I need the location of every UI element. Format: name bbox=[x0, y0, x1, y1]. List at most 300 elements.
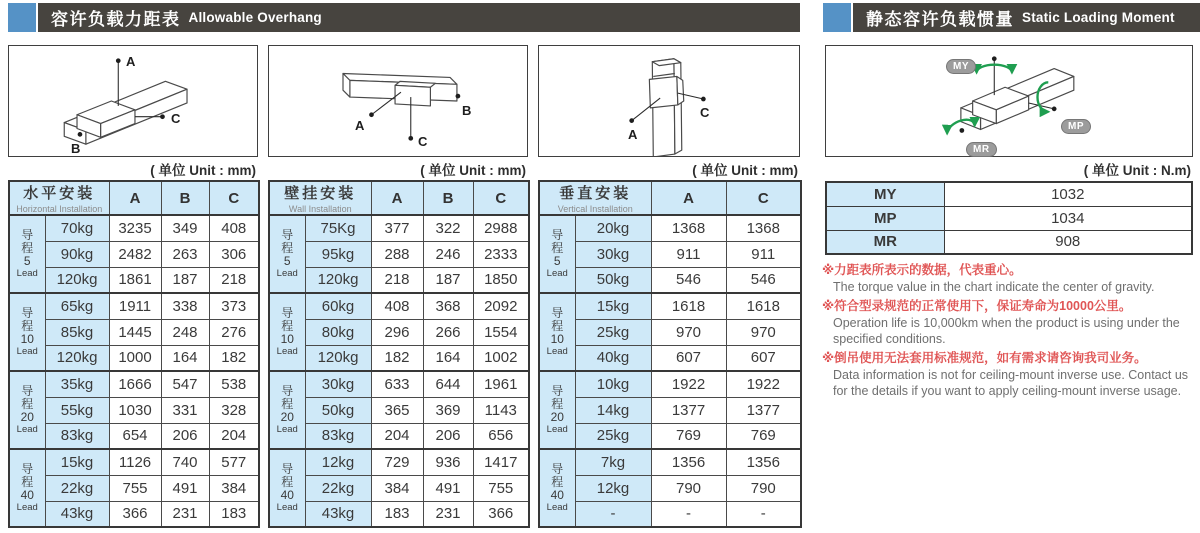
point-c-label: C bbox=[700, 105, 710, 120]
moment-row bbox=[826, 182, 1192, 206]
point-b-label: B bbox=[71, 141, 81, 156]
table-row bbox=[269, 449, 529, 475]
table-row bbox=[269, 345, 529, 371]
value-cell: 1618 bbox=[726, 293, 801, 319]
value-cell: 187 bbox=[161, 267, 209, 293]
lead-zh-char: 导 bbox=[281, 461, 294, 476]
footnotes bbox=[822, 261, 1200, 401]
value-cell: 790 bbox=[726, 475, 801, 501]
lead-cell bbox=[539, 371, 575, 449]
value-cell: 218 bbox=[209, 267, 259, 293]
value-cell: 1618 bbox=[651, 293, 726, 319]
table-row bbox=[269, 319, 529, 345]
table-body bbox=[269, 215, 529, 527]
lead-en: Lead bbox=[546, 423, 568, 435]
value-cell: 491 bbox=[161, 475, 209, 501]
value-cell: 2092 bbox=[473, 293, 529, 319]
value-cell: 911 bbox=[726, 241, 801, 267]
lead-zh-char: 程 bbox=[281, 318, 294, 333]
weight-cell: 14kg bbox=[575, 397, 651, 423]
moment-label-mr: MR bbox=[826, 230, 944, 254]
weight-cell: 12kg bbox=[305, 449, 371, 475]
lead-cell bbox=[9, 371, 45, 449]
value-cell: 1666 bbox=[109, 371, 161, 397]
value-cell: 365 bbox=[371, 397, 423, 423]
horizontal-installation-table bbox=[8, 180, 260, 528]
weight-cell: 7kg bbox=[575, 449, 651, 475]
value-cell: 729 bbox=[371, 449, 423, 475]
table-row bbox=[269, 423, 529, 449]
table-row bbox=[269, 501, 529, 527]
value-cell: 755 bbox=[473, 475, 529, 501]
column-header-c: C bbox=[473, 181, 529, 215]
value-cell: 740 bbox=[161, 449, 209, 475]
lead-zh-char: 导 bbox=[551, 227, 564, 242]
table-row bbox=[9, 215, 259, 241]
table-row bbox=[269, 215, 529, 241]
value-cell: 187 bbox=[423, 267, 473, 293]
weight-cell: 30kg bbox=[305, 371, 371, 397]
lead-zh-char: 导 bbox=[21, 461, 34, 476]
lead-cell bbox=[269, 449, 305, 527]
moment-row bbox=[826, 206, 1192, 230]
lead-zh-char: 程 bbox=[551, 474, 564, 489]
value-cell: 607 bbox=[651, 345, 726, 371]
column-header-a: A bbox=[651, 181, 726, 215]
lead-number: 5 bbox=[23, 254, 31, 269]
value-cell: 633 bbox=[371, 371, 423, 397]
table-row bbox=[9, 241, 259, 267]
mp-axis-label: MP bbox=[1061, 119, 1091, 134]
value-cell: 204 bbox=[371, 423, 423, 449]
lead-cell bbox=[9, 449, 45, 527]
table-row bbox=[539, 423, 801, 449]
section-header-overhang bbox=[38, 3, 800, 32]
moment-value: 1032 bbox=[944, 182, 1192, 206]
header-row bbox=[9, 181, 259, 215]
section-title-en: Static Loading Moment bbox=[1022, 10, 1175, 25]
value-cell: 911 bbox=[651, 241, 726, 267]
installation-title-zh: 水平安装 bbox=[23, 185, 96, 202]
lead-zh-char: 程 bbox=[281, 474, 294, 489]
lead-en: Lead bbox=[276, 345, 298, 357]
moment-value: 1034 bbox=[944, 206, 1192, 230]
weight-cell: 120kg bbox=[305, 345, 371, 371]
lead-number: 5 bbox=[283, 254, 291, 269]
table-row bbox=[269, 267, 529, 293]
weight-cell: 55kg bbox=[45, 397, 109, 423]
vertical-rail-drawing bbox=[539, 46, 799, 156]
value-cell: 607 bbox=[726, 345, 801, 371]
moment-value: 908 bbox=[944, 230, 1192, 254]
table-row bbox=[539, 241, 801, 267]
table-row bbox=[539, 501, 801, 527]
table-row bbox=[539, 293, 801, 319]
value-cell: 1143 bbox=[473, 397, 529, 423]
weight-cell: 90kg bbox=[45, 241, 109, 267]
weight-cell: 80kg bbox=[305, 319, 371, 345]
weight-cell: 65kg bbox=[45, 293, 109, 319]
lead-zh-char: 程 bbox=[21, 396, 34, 411]
value-cell: 164 bbox=[161, 345, 209, 371]
value-cell: 368 bbox=[423, 293, 473, 319]
value-cell: 366 bbox=[109, 501, 161, 527]
installation-title bbox=[539, 181, 651, 215]
table-row bbox=[269, 293, 529, 319]
lead-number: 40 bbox=[550, 488, 564, 503]
weight-cell: 50kg bbox=[575, 267, 651, 293]
installation-title-zh: 垂直安装 bbox=[559, 185, 632, 202]
weight-cell: 20kg bbox=[575, 215, 651, 241]
vertical-installation-diagram bbox=[538, 45, 800, 157]
weight-cell: - bbox=[575, 501, 651, 527]
value-cell: 491 bbox=[423, 475, 473, 501]
lead-en: Lead bbox=[16, 345, 38, 357]
value-cell: - bbox=[726, 501, 801, 527]
note-item bbox=[822, 297, 1200, 348]
point-a-label: A bbox=[628, 127, 638, 142]
value-cell: 408 bbox=[371, 293, 423, 319]
weight-cell: 15kg bbox=[575, 293, 651, 319]
value-cell: 546 bbox=[726, 267, 801, 293]
lead-zh-char: 导 bbox=[551, 461, 564, 476]
accent-square-right bbox=[823, 3, 851, 32]
vertical-installation-table bbox=[538, 180, 802, 528]
weight-cell: 120kg bbox=[45, 345, 109, 371]
lead-number: 10 bbox=[280, 332, 294, 347]
column-header-b: B bbox=[161, 181, 209, 215]
value-cell: 1377 bbox=[651, 397, 726, 423]
lead-number: 40 bbox=[280, 488, 294, 503]
lead-zh-char: 程 bbox=[21, 240, 34, 255]
lead-zh-char: 导 bbox=[551, 305, 564, 320]
lead-zh-char: 导 bbox=[551, 383, 564, 398]
table-row bbox=[539, 449, 801, 475]
accent-square-left bbox=[8, 3, 36, 32]
weight-cell: 120kg bbox=[45, 267, 109, 293]
value-cell: 182 bbox=[209, 345, 259, 371]
wall-installation-table bbox=[268, 180, 530, 528]
value-cell: 408 bbox=[209, 215, 259, 241]
table-row bbox=[9, 345, 259, 371]
value-cell: 349 bbox=[161, 215, 209, 241]
installation-title-en: Vertical Installation bbox=[557, 204, 633, 214]
lead-number: 5 bbox=[553, 254, 561, 269]
note-en-text: Operation life is 10,000km when the product is using under the specified conditions. bbox=[833, 315, 1180, 347]
table-row bbox=[9, 501, 259, 527]
lead-cell bbox=[269, 371, 305, 449]
lead-zh-char: 导 bbox=[21, 305, 34, 320]
value-cell: 1030 bbox=[109, 397, 161, 423]
weight-cell: 35kg bbox=[45, 371, 109, 397]
lead-en: Lead bbox=[16, 423, 38, 435]
lead-cell bbox=[539, 449, 575, 527]
value-cell: 183 bbox=[209, 501, 259, 527]
installation-title-zh: 壁挂安装 bbox=[284, 185, 357, 202]
point-a-label: A bbox=[355, 118, 365, 133]
lead-en: Lead bbox=[276, 423, 298, 435]
value-cell: - bbox=[651, 501, 726, 527]
weight-cell: 83kg bbox=[45, 423, 109, 449]
point-b-label: B bbox=[462, 103, 472, 118]
table-row bbox=[539, 397, 801, 423]
value-cell: 1377 bbox=[726, 397, 801, 423]
weight-cell: 22kg bbox=[305, 475, 371, 501]
value-cell: 2333 bbox=[473, 241, 529, 267]
note-en-text: Data information is not for ceiling-mount inverse use. Contact us for the details if you want to apply ceiling-mount inverse usage. bbox=[833, 367, 1189, 399]
lead-zh-char: 程 bbox=[551, 318, 564, 333]
value-cell: 538 bbox=[209, 371, 259, 397]
value-cell: 547 bbox=[161, 371, 209, 397]
value-cell: 266 bbox=[423, 319, 473, 345]
table-row bbox=[539, 215, 801, 241]
weight-cell: 70kg bbox=[45, 215, 109, 241]
value-cell: 1356 bbox=[726, 449, 801, 475]
lead-zh-char: 导 bbox=[281, 383, 294, 398]
value-cell: 936 bbox=[423, 449, 473, 475]
value-cell: 1417 bbox=[473, 449, 529, 475]
lead-zh-char: 导 bbox=[281, 305, 294, 320]
value-cell: 755 bbox=[109, 475, 161, 501]
lead-zh-char: 程 bbox=[551, 396, 564, 411]
weight-cell: 120kg bbox=[305, 267, 371, 293]
value-cell: 644 bbox=[423, 371, 473, 397]
value-cell: 2482 bbox=[109, 241, 161, 267]
lead-zh-char: 导 bbox=[21, 383, 34, 398]
note-item bbox=[822, 349, 1200, 400]
weight-cell: 15kg bbox=[45, 449, 109, 475]
lead-en: Lead bbox=[546, 501, 568, 513]
moment-row bbox=[826, 230, 1192, 254]
lead-cell bbox=[539, 215, 575, 293]
lead-number: 20 bbox=[550, 410, 564, 425]
value-cell: 164 bbox=[423, 345, 473, 371]
note-zh-text: ※力距表所表示的数据，代表重心。 bbox=[822, 263, 1022, 277]
unit-caption-mm: ( 单位 Unit : mm) bbox=[420, 163, 526, 178]
lead-zh-char: 程 bbox=[21, 474, 34, 489]
installation-title-en: Horizontal Installation bbox=[16, 204, 103, 214]
value-cell: 369 bbox=[423, 397, 473, 423]
value-cell: 231 bbox=[161, 501, 209, 527]
section-title-en: Allowable Overhang bbox=[188, 10, 322, 25]
value-cell: 331 bbox=[161, 397, 209, 423]
table-row bbox=[9, 319, 259, 345]
note-zh-text: ※倒吊使用无法套用标准规范，如有需求请咨询我司业务。 bbox=[822, 350, 1147, 365]
value-cell: 656 bbox=[473, 423, 529, 449]
value-cell: 322 bbox=[423, 215, 473, 241]
table-row bbox=[9, 449, 259, 475]
static-loading-moment-table bbox=[825, 181, 1193, 255]
table-row bbox=[269, 241, 529, 267]
installation-title-en: Wall Installation bbox=[288, 204, 352, 214]
lead-number: 10 bbox=[550, 332, 564, 347]
section-header-moment bbox=[853, 3, 1200, 32]
table-row bbox=[9, 267, 259, 293]
lead-en: Lead bbox=[546, 345, 568, 357]
lead-en: Lead bbox=[276, 267, 298, 279]
value-cell: 206 bbox=[423, 423, 473, 449]
weight-cell: 12kg bbox=[575, 475, 651, 501]
table-row bbox=[9, 475, 259, 501]
lead-zh-char: 导 bbox=[281, 227, 294, 242]
value-cell: 1911 bbox=[109, 293, 161, 319]
value-cell: 1961 bbox=[473, 371, 529, 397]
value-cell: 183 bbox=[371, 501, 423, 527]
weight-cell: 25kg bbox=[575, 319, 651, 345]
table-row bbox=[539, 345, 801, 371]
note-item bbox=[822, 261, 1200, 296]
value-cell: 384 bbox=[209, 475, 259, 501]
value-cell: 1368 bbox=[726, 215, 801, 241]
weight-cell: 10kg bbox=[575, 371, 651, 397]
wall-rail-drawing bbox=[269, 46, 527, 156]
value-cell: 204 bbox=[209, 423, 259, 449]
table-row bbox=[9, 293, 259, 319]
value-cell: 1126 bbox=[109, 449, 161, 475]
weight-cell: 95kg bbox=[305, 241, 371, 267]
table-row bbox=[9, 397, 259, 423]
note-zh-text: ※符合型录规范的正常使用下，保证寿命为10000公里。 bbox=[822, 298, 1132, 313]
header-row bbox=[539, 181, 801, 215]
table-row bbox=[269, 371, 529, 397]
weight-cell: 75Kg bbox=[305, 215, 371, 241]
weight-cell: 43kg bbox=[45, 501, 109, 527]
table-body bbox=[9, 215, 259, 527]
installation-title bbox=[269, 181, 371, 215]
lead-number: 20 bbox=[20, 410, 34, 425]
value-cell: 2988 bbox=[473, 215, 529, 241]
lead-number: 40 bbox=[20, 488, 34, 503]
weight-cell: 60kg bbox=[305, 293, 371, 319]
wall-installation-diagram bbox=[268, 45, 528, 157]
value-cell: 296 bbox=[371, 319, 423, 345]
lead-cell bbox=[9, 293, 45, 371]
value-cell: 288 bbox=[371, 241, 423, 267]
weight-cell: 50kg bbox=[305, 397, 371, 423]
moment-axes-diagram bbox=[825, 45, 1193, 157]
value-cell: 246 bbox=[423, 241, 473, 267]
value-cell: 263 bbox=[161, 241, 209, 267]
value-cell: 1445 bbox=[109, 319, 161, 345]
value-cell: 1922 bbox=[726, 371, 801, 397]
weight-cell: 85kg bbox=[45, 319, 109, 345]
table-row bbox=[539, 371, 801, 397]
lead-cell bbox=[539, 293, 575, 371]
lead-zh-char: 程 bbox=[281, 396, 294, 411]
value-cell: 373 bbox=[209, 293, 259, 319]
column-header-b: B bbox=[423, 181, 473, 215]
lead-cell bbox=[9, 215, 45, 293]
value-cell: 366 bbox=[473, 501, 529, 527]
value-cell: 1002 bbox=[473, 345, 529, 371]
value-cell: 769 bbox=[651, 423, 726, 449]
lead-number: 10 bbox=[20, 332, 34, 347]
value-cell: 769 bbox=[726, 423, 801, 449]
section-title-zh: 容许负载力距表 bbox=[51, 10, 181, 29]
value-cell: 970 bbox=[651, 319, 726, 345]
value-cell: 338 bbox=[161, 293, 209, 319]
lead-cell bbox=[269, 293, 305, 371]
table-head bbox=[9, 181, 259, 215]
value-cell: 1922 bbox=[651, 371, 726, 397]
weight-cell: 22kg bbox=[45, 475, 109, 501]
column-header-c: C bbox=[209, 181, 259, 215]
table-head bbox=[539, 181, 801, 215]
lead-zh-char: 程 bbox=[21, 318, 34, 333]
table-row bbox=[9, 423, 259, 449]
value-cell: 1554 bbox=[473, 319, 529, 345]
value-cell: 306 bbox=[209, 241, 259, 267]
value-cell: 1356 bbox=[651, 449, 726, 475]
lead-en: Lead bbox=[16, 501, 38, 513]
moment-label-mp: MP bbox=[826, 206, 944, 230]
value-cell: 970 bbox=[726, 319, 801, 345]
value-cell: 790 bbox=[651, 475, 726, 501]
weight-cell: 83kg bbox=[305, 423, 371, 449]
value-cell: 182 bbox=[371, 345, 423, 371]
table-row bbox=[269, 397, 529, 423]
weight-cell: 30kg bbox=[575, 241, 651, 267]
lead-number: 20 bbox=[280, 410, 294, 425]
column-header-a: A bbox=[371, 181, 423, 215]
value-cell: 577 bbox=[209, 449, 259, 475]
installation-title bbox=[9, 181, 109, 215]
value-cell: 654 bbox=[109, 423, 161, 449]
weight-cell: 40kg bbox=[575, 345, 651, 371]
value-cell: 218 bbox=[371, 267, 423, 293]
value-cell: 1850 bbox=[473, 267, 529, 293]
value-cell: 231 bbox=[423, 501, 473, 527]
value-cell: 206 bbox=[161, 423, 209, 449]
weight-cell: 25kg bbox=[575, 423, 651, 449]
value-cell: 377 bbox=[371, 215, 423, 241]
horizontal-installation-diagram bbox=[8, 45, 258, 157]
table-row bbox=[539, 267, 801, 293]
value-cell: 384 bbox=[371, 475, 423, 501]
value-cell: 276 bbox=[209, 319, 259, 345]
value-cell: 1861 bbox=[109, 267, 161, 293]
value-cell: 248 bbox=[161, 319, 209, 345]
table-row bbox=[539, 475, 801, 501]
note-en-text: The torque value in the chart indicate the center of gravity. bbox=[833, 280, 1155, 295]
point-a-label: A bbox=[126, 54, 136, 69]
lead-zh-char: 程 bbox=[551, 240, 564, 255]
table-body bbox=[539, 215, 801, 527]
lead-cell bbox=[269, 215, 305, 293]
value-cell: 1000 bbox=[109, 345, 161, 371]
lead-zh-char: 程 bbox=[281, 240, 294, 255]
table-head bbox=[269, 181, 529, 215]
unit-caption-mm: ( 单位 Unit : mm) bbox=[150, 163, 256, 178]
value-cell: 1368 bbox=[651, 215, 726, 241]
column-header-c: C bbox=[726, 181, 801, 215]
point-c-label: C bbox=[418, 134, 428, 149]
table-row bbox=[539, 319, 801, 345]
lead-en: Lead bbox=[276, 501, 298, 513]
section-title-zh: 静态容许负载惯量 bbox=[866, 10, 1014, 29]
mr-axis-label: MR bbox=[966, 142, 997, 157]
table-row bbox=[9, 371, 259, 397]
header-row bbox=[269, 181, 529, 215]
weight-cell: 43kg bbox=[305, 501, 371, 527]
moment-rail-drawing bbox=[826, 46, 1192, 156]
column-header-a: A bbox=[109, 181, 161, 215]
table-row bbox=[269, 475, 529, 501]
value-cell: 546 bbox=[651, 267, 726, 293]
unit-caption-nm: ( 单位 Unit : N.m) bbox=[1083, 163, 1191, 178]
moment-label-my: MY bbox=[826, 182, 944, 206]
lead-en: Lead bbox=[16, 267, 38, 279]
